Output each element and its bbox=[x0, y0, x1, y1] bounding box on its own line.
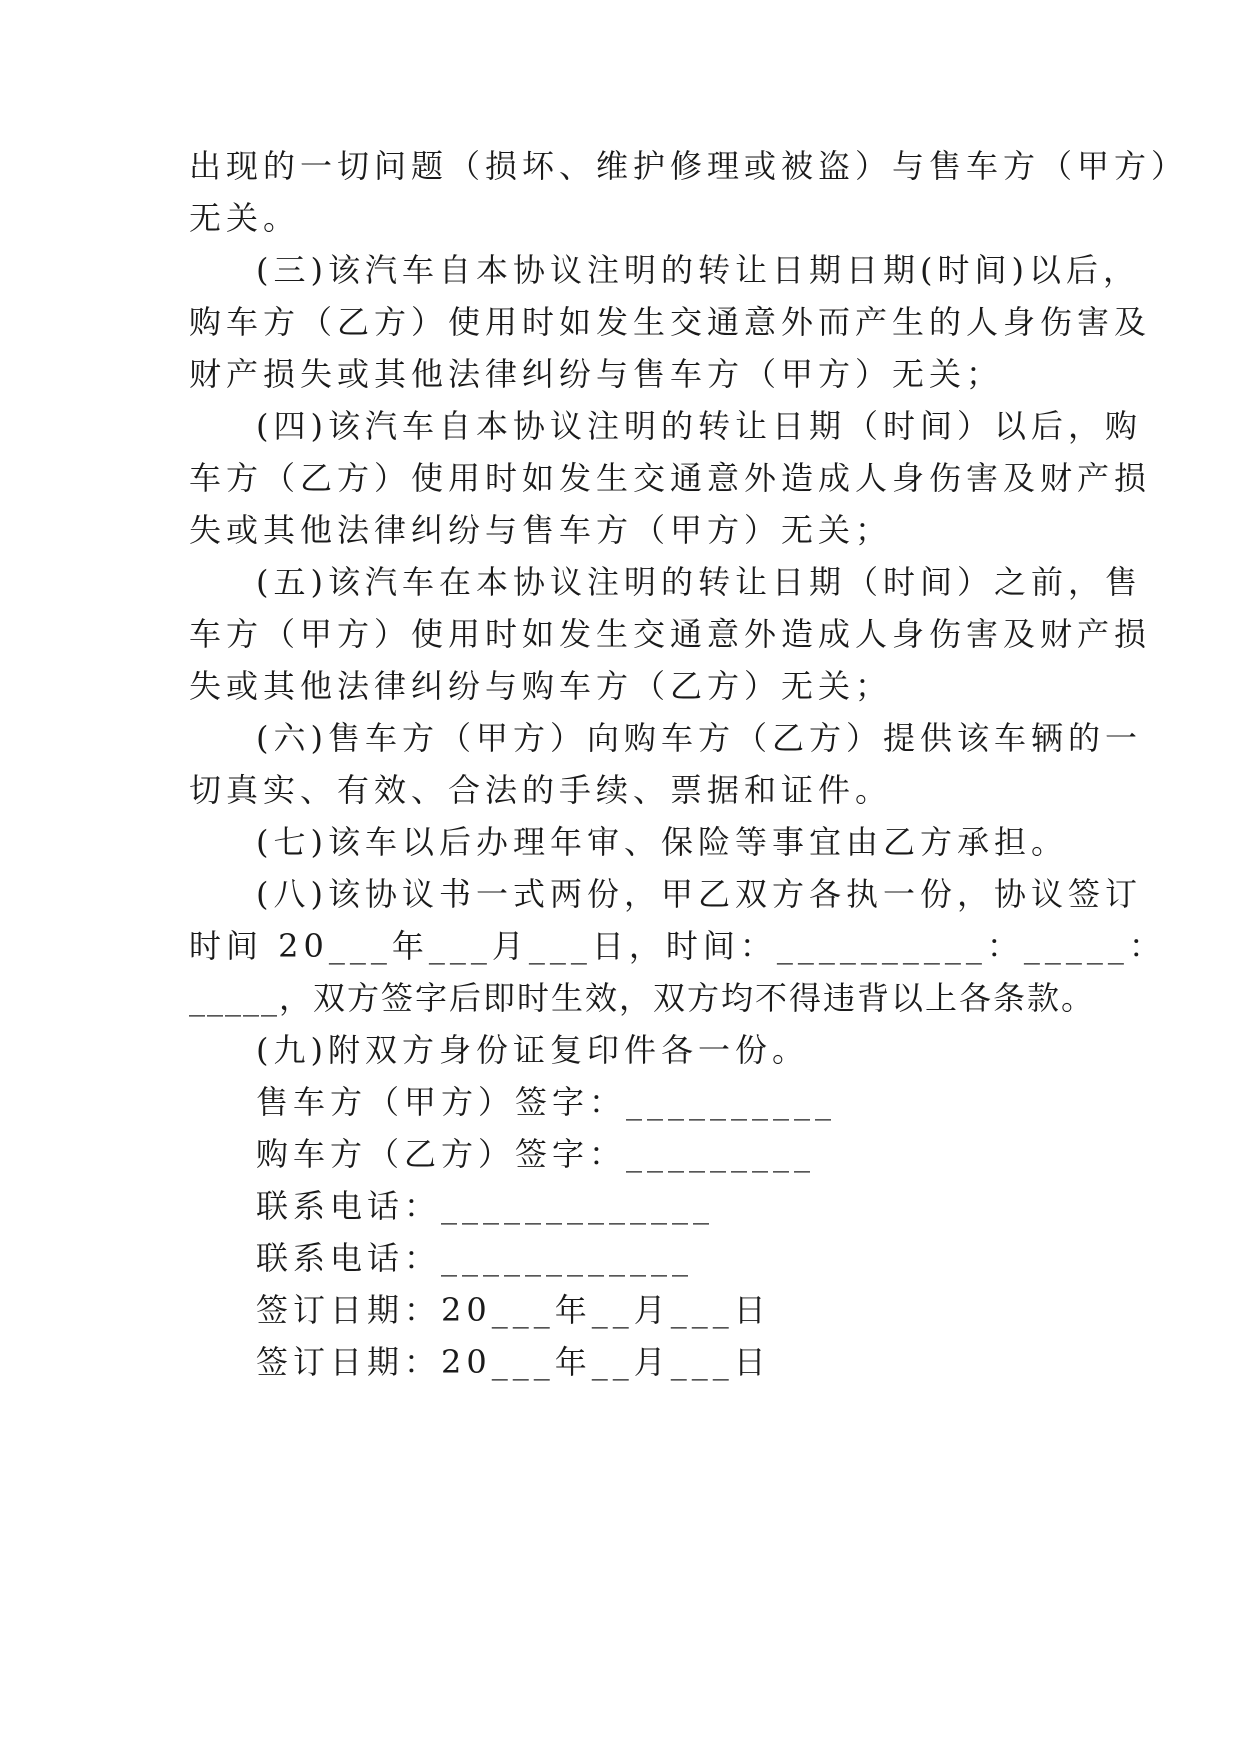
contact-phone-line-1: 联系电话：_____________ bbox=[256, 1187, 715, 1225]
clause-3-line-3: 财产损失或其他法律纠纷与售车方（甲方）无关； bbox=[189, 355, 1004, 393]
clause-8-line-2: 时间 20___年___月___日，时间：__________：_____： bbox=[189, 927, 1166, 965]
signing-date-line-1: 签订日期：20___年__月___日 bbox=[256, 1291, 771, 1329]
clause-4-line-2: 车方（乙方）使用时如发生交通意外造成人身伤害及财产损 bbox=[189, 459, 1152, 497]
clause-3-line-1: (三)该汽车自本协议注明的转让日期日期(时间)以后， bbox=[256, 251, 1140, 289]
clause-6-line-2: 切真实、有效、合法的手续、票据和证件。 bbox=[189, 771, 893, 809]
clause-6-line-1: (六)售车方（甲方）向购车方（乙方）提供该车辆的一 bbox=[256, 719, 1142, 757]
paragraph-2-line-2: 无关。 bbox=[189, 199, 301, 237]
clause-5-line-3: 失或其他法律纠纷与购车方（乙方）无关； bbox=[189, 667, 893, 705]
clause-4-line-3: 失或其他法律纠纷与售车方（甲方）无关； bbox=[189, 511, 893, 549]
clause-8-line-1: (八)该协议书一式两份，甲乙双方各执一份，协议签订 bbox=[256, 875, 1142, 913]
buyer-signature-line: 购车方（乙方）签字：_________ bbox=[256, 1135, 816, 1173]
contact-phone-line-2: 联系电话：____________ bbox=[256, 1239, 694, 1277]
clause-8-line-3: _____，双方签字后即时生效，双方均不得违背以上各条款。 bbox=[189, 979, 1096, 1017]
clause-5-line-2: 车方（甲方）使用时如发生交通意外造成人身伤害及财产损 bbox=[189, 615, 1152, 653]
clause-3-line-2: 购车方（乙方）使用时如发生交通意外而产生的人身伤害及 bbox=[189, 303, 1152, 341]
seller-signature-line: 售车方（甲方）签字：__________ bbox=[256, 1083, 837, 1121]
paragraph-2-line-1: 出现的一切问题（损坏、维护修理或被盗）与售车方（甲方） bbox=[189, 147, 1189, 185]
signing-date-line-2: 签订日期：20___年__月___日 bbox=[256, 1343, 771, 1381]
clause-7-line-1: (七)该车以后办理年审、保险等事宜由乙方承担。 bbox=[256, 823, 1068, 861]
clause-5-line-1: (五)该汽车在本协议注明的转让日期（时间）之前，售 bbox=[256, 563, 1142, 601]
clause-9-line-1: (九)附双方身份证复印件各一份。 bbox=[256, 1031, 809, 1069]
clause-4-line-1: (四)该汽车自本协议注明的转让日期（时间）以后，购 bbox=[256, 407, 1142, 445]
